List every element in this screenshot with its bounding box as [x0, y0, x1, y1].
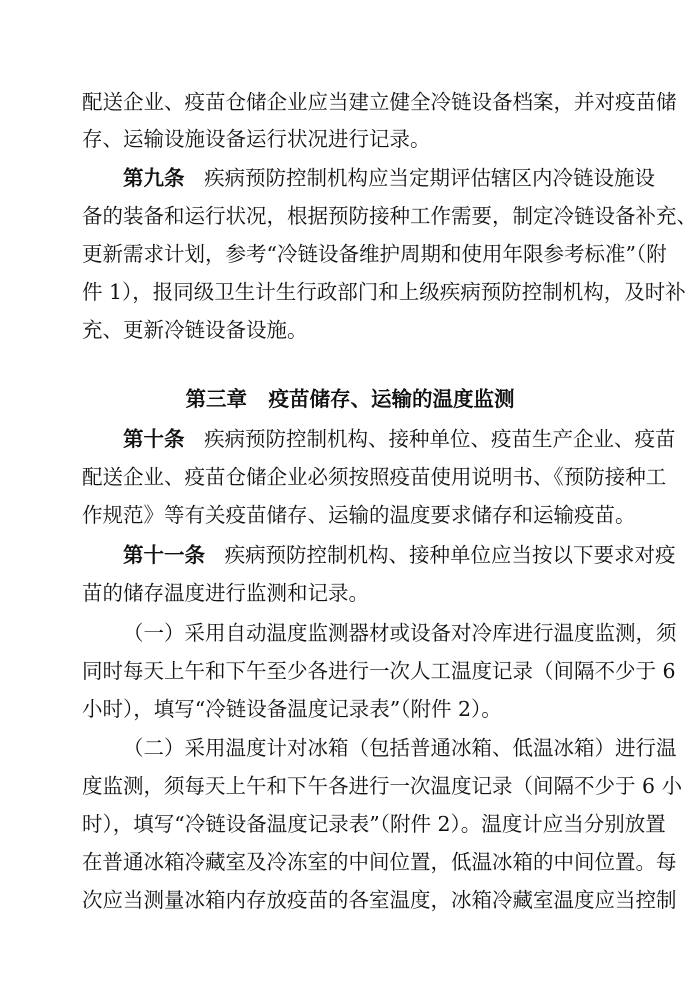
article-11-text: 疾病预防控制机构、接种单位应当按以下要求对疫 — [224, 543, 676, 567]
body-line: 时），填写“冷链设备温度记录表”（附件 2）。温度计应当分别放置 — [82, 812, 666, 836]
body-line: 在普通冰箱冷藏室及冷冻室的中间位置，低温冰箱的中间位置。每 — [82, 850, 677, 874]
body-line: 度监测，须每天上午和下午各进行一次温度记录（间隔不少于 6 小 — [82, 774, 683, 798]
body-line: 小时），填写“冷链设备温度记录表”（附件 2）。 — [82, 697, 502, 721]
article-9-text: 疾病预防控制机构应当定期评估辖区内冷链设施设 — [204, 166, 656, 190]
article-11-line — [123, 541, 676, 569]
body-line: 作规范》等有关疫苗储存、运输的温度要求储存和运输疫苗。 — [82, 503, 636, 527]
chapter-heading: 第三章 疫苗储存、运输的温度监测 — [185, 387, 515, 411]
body-line: 配送企业、疫苗仓储企业应当建立健全冷链设备档案，并对疫苗储 — [82, 90, 677, 114]
body-line: 件 1），报同级卫生计生行政部门和上级疾病预防控制机构，及时补 — [82, 280, 686, 304]
body-line: 配送企业、疫苗仓储企业必须按照疫苗使用说明书、《预防接种工 — [82, 465, 667, 489]
body-line: 备的装备和运行状况，根据预防接种工作需要，制定冷链设备补充、 — [82, 204, 697, 228]
body-line: 同时每天上午和下午至少各进行一次人工温度记录（间隔不少于 6 — [82, 659, 676, 683]
article-10-line — [123, 425, 676, 453]
body-line: 存、运输设施设备运行状况进行记录。 — [82, 127, 431, 151]
article-9-label: 第九条 — [123, 166, 185, 190]
article-9-line — [123, 164, 656, 192]
body-line: 充、更新冷链设备设施。 — [82, 318, 308, 342]
article-10-text: 疾病预防控制机构、接种单位、疫苗生产企业、疫苗 — [204, 427, 676, 451]
clause-2-line: （二）采用温度计对冰箱（包括普通冰箱、低温冰箱）进行温 — [123, 736, 677, 760]
body-line: 更新需求计划，参考“冷链设备维护周期和使用年限参考标准”（附 — [82, 242, 667, 266]
body-line: 次应当测量冰箱内存放疫苗的各室温度，冰箱冷藏室温度应当控制 — [82, 888, 677, 912]
body-line: 苗的储存温度进行监测和记录。 — [82, 581, 369, 605]
article-11-label: 第十一条 — [123, 543, 205, 567]
clause-1-line: （一）采用自动温度监测器材或设备对冷库进行温度监测，须 — [123, 621, 677, 645]
article-10-label: 第十条 — [123, 427, 185, 451]
